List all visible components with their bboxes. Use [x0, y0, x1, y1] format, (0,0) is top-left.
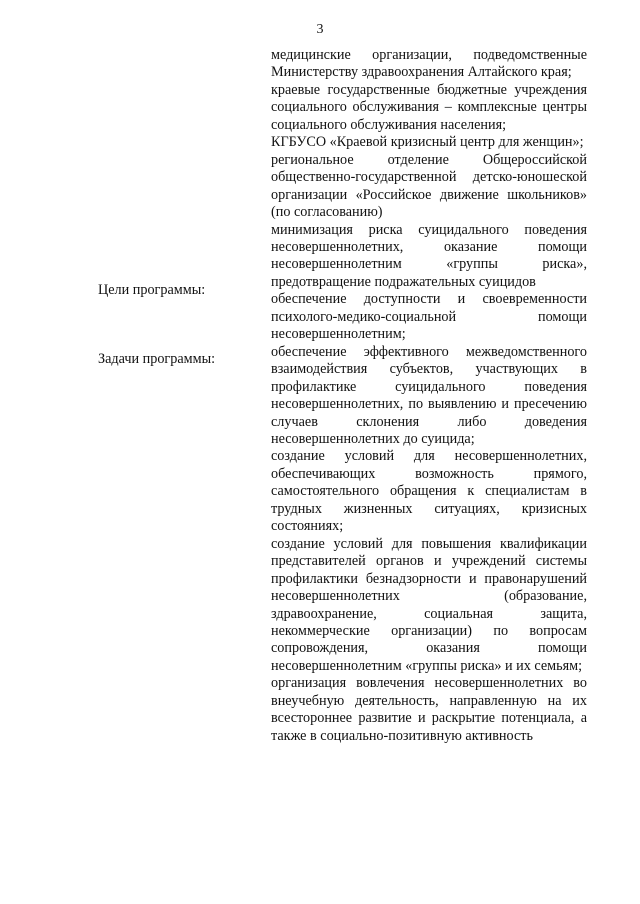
executor-item: КГБУСО «Краевой кризисный центр для женщин»;	[271, 134, 584, 151]
executor-item: региональное отделение Общероссийской общественно-государственной детско-юношеской организации «Российское движение школьников» (по согласованию)	[271, 151, 587, 221]
task-item: организация вовлечения несовершеннолетних во внеучебную деятельность, направленную на их всестороннее развитие и раскрытие потенциала, а также в социально-позитивную активность	[271, 675, 587, 744]
page-number: 3	[316, 22, 324, 37]
task-item: создание условий для повышения квалификации представителей органов и учреждений системы профилактики безнадзорности и правонарушений несовершеннолетних (образование, здравоохранение, социальная защита, некоммерческие организации) по вопросам сопровождения, оказания помощи несовершеннолетним «группы риска» и их семьям;	[271, 535, 587, 674]
executor-item: медицинские организации, подведомственные Министерству здравоохранения Алтайского края;	[271, 47, 587, 81]
task-item: обеспечение эффективного межведомственного взаимодействия субъектов, участвующих в профилактике суицидального поведения несовершеннолетних, по выявлению и пресечению случаев склонения либо доведения несовершеннолетних до суицида;	[271, 343, 587, 447]
task-item: создание условий для несовершеннолетних, обеспечивающих возможность прямого, самостоятельного обращения к специалистам в трудных жизненных ситуациях, кризисных состояниях;	[271, 448, 587, 535]
tasks-block	[271, 291, 587, 745]
goal-item: минимизация риска суицидального поведения несовершеннолетних, оказание помощи несовершеннолетним «группы риска», предотвращение подражательных суицидов	[271, 221, 587, 290]
task-item: обеспечение доступности и своевременности психолого-медико-социальной помощи несовершеннолетним;	[271, 291, 587, 343]
goals-block	[271, 222, 587, 292]
executors-block	[271, 47, 587, 222]
executor-item: краевые государственные бюджетные учреждения социального обслуживания – комплексные центры социального обслуживания населения;	[271, 81, 587, 133]
program-passport-values	[271, 47, 587, 745]
goals-label: Цели программы:	[98, 282, 206, 298]
tasks-label: Задачи программы:	[98, 351, 216, 367]
